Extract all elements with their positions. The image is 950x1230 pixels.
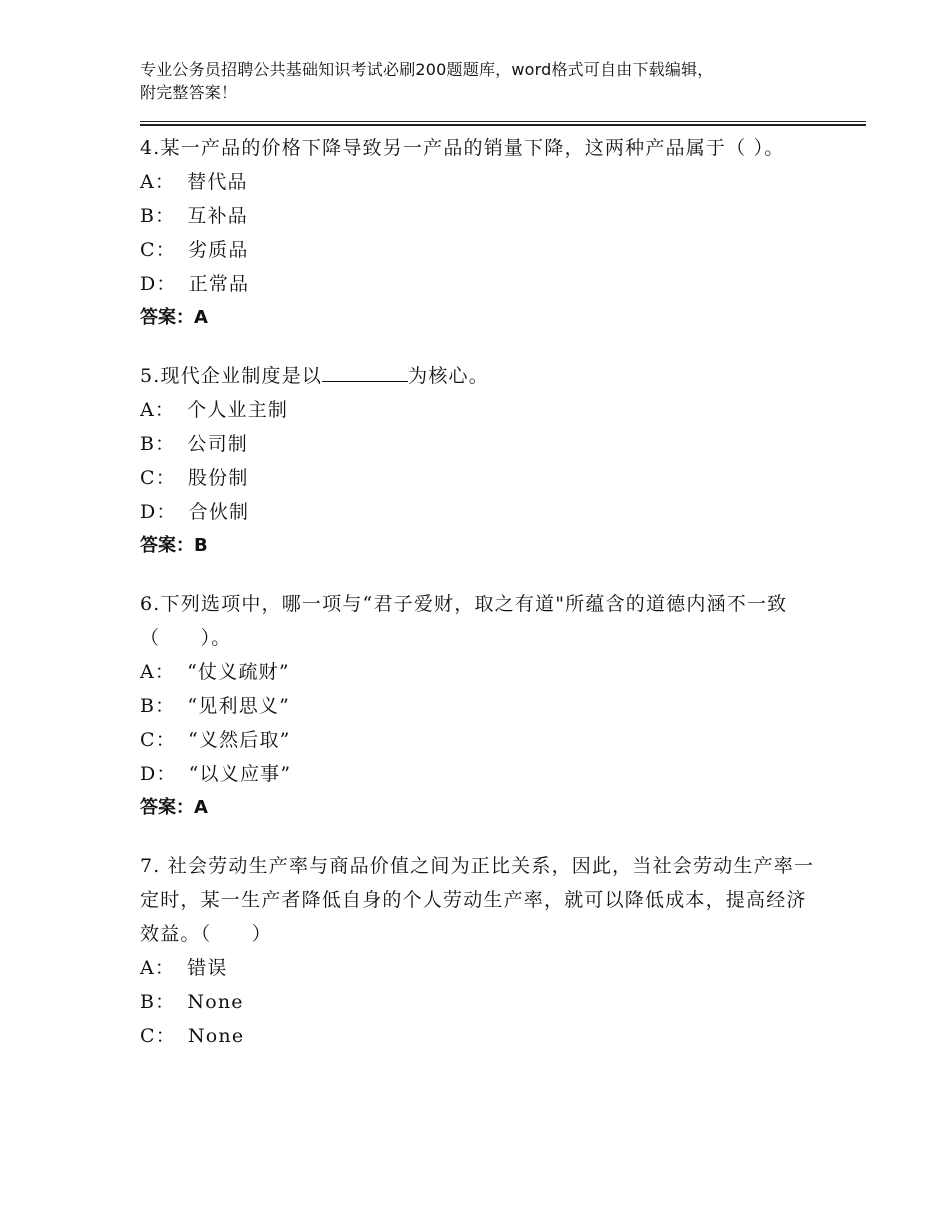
question-4 [140, 131, 820, 335]
header-line-1: 专业公务员招聘公共基础知识考试必刷200题题库，word格式可自由下载编辑， [140, 60, 714, 79]
option-letter: D： [140, 501, 177, 523]
option-text: “仗义疏财” [187, 661, 290, 683]
option-letter: D： [140, 273, 177, 295]
fill-blank [322, 363, 408, 382]
option-text: 正常品 [188, 273, 250, 295]
question-stem: 7. 社会劳动生产率与商品价值之间为正比关系，因此，当社会劳动生产率一定时，某一生产者降低自身的个人劳动生产率，就可以降低成本，提高经济效益。（ ） [140, 855, 815, 945]
answer-line: 答案：A [140, 307, 208, 328]
option-b [140, 199, 820, 233]
option-text: 替代品 [187, 171, 248, 193]
option-letter: C： [140, 239, 176, 261]
option-letter: A： [140, 171, 176, 193]
option-c [140, 233, 820, 267]
option-text: 错误 [187, 957, 228, 979]
question-7 [140, 849, 820, 1053]
stem-after-blank: 为核心。 [408, 365, 489, 387]
stem-before-blank: 5.现代企业制度是以 [140, 365, 323, 387]
option-d [140, 267, 820, 301]
option-c [140, 1019, 820, 1053]
header-line-2: 附完整答案！ [140, 83, 238, 102]
question-stem: 6.下列选项中，哪一项与“君子爱财，取之有道"所蕴含的道德内涵不一致（ ）。 [140, 593, 788, 649]
option-text: 股份制 [187, 467, 249, 489]
option-letter: B： [140, 433, 176, 455]
option-a [140, 655, 820, 689]
option-text: 合伙制 [188, 501, 250, 523]
option-c [140, 461, 820, 495]
option-text: None [187, 1025, 245, 1047]
document-header [140, 58, 820, 104]
option-text: None [187, 991, 244, 1013]
question-list [140, 131, 820, 1077]
option-b [140, 985, 820, 1019]
option-b [140, 427, 820, 461]
option-b [140, 689, 820, 723]
question-stem [140, 359, 820, 393]
option-letter: A： [140, 661, 176, 683]
question-5 [140, 359, 820, 563]
header-divider [140, 121, 866, 126]
option-text: 劣质品 [187, 239, 249, 261]
option-letter: B： [140, 695, 176, 717]
answer-line: 答案：B [140, 535, 208, 556]
option-a [140, 393, 820, 427]
option-letter: A： [140, 957, 176, 979]
option-a [140, 951, 820, 985]
option-text: 互补品 [187, 205, 248, 227]
option-text: “见利思义” [187, 695, 291, 717]
answer-line: 答案：A [140, 797, 208, 818]
option-letter: B： [140, 205, 176, 227]
option-text: 个人业主制 [187, 399, 289, 421]
option-text: “以义应事” [188, 763, 292, 785]
question-stem: 4.某一产品的价格下降导致另一产品的销量下降，这两种产品属于（ ）。 [140, 137, 785, 159]
option-letter: C： [140, 729, 176, 751]
option-letter: C： [140, 467, 176, 489]
option-d [140, 757, 820, 791]
option-c [140, 723, 820, 757]
option-letter: C： [140, 1025, 176, 1047]
option-d [140, 495, 820, 529]
option-letter: A： [140, 399, 176, 421]
option-a [140, 165, 820, 199]
option-letter: D： [140, 763, 177, 785]
option-text: 公司制 [187, 433, 248, 455]
option-text: “义然后取” [187, 729, 291, 751]
question-6 [140, 587, 820, 825]
option-letter: B： [140, 991, 176, 1013]
